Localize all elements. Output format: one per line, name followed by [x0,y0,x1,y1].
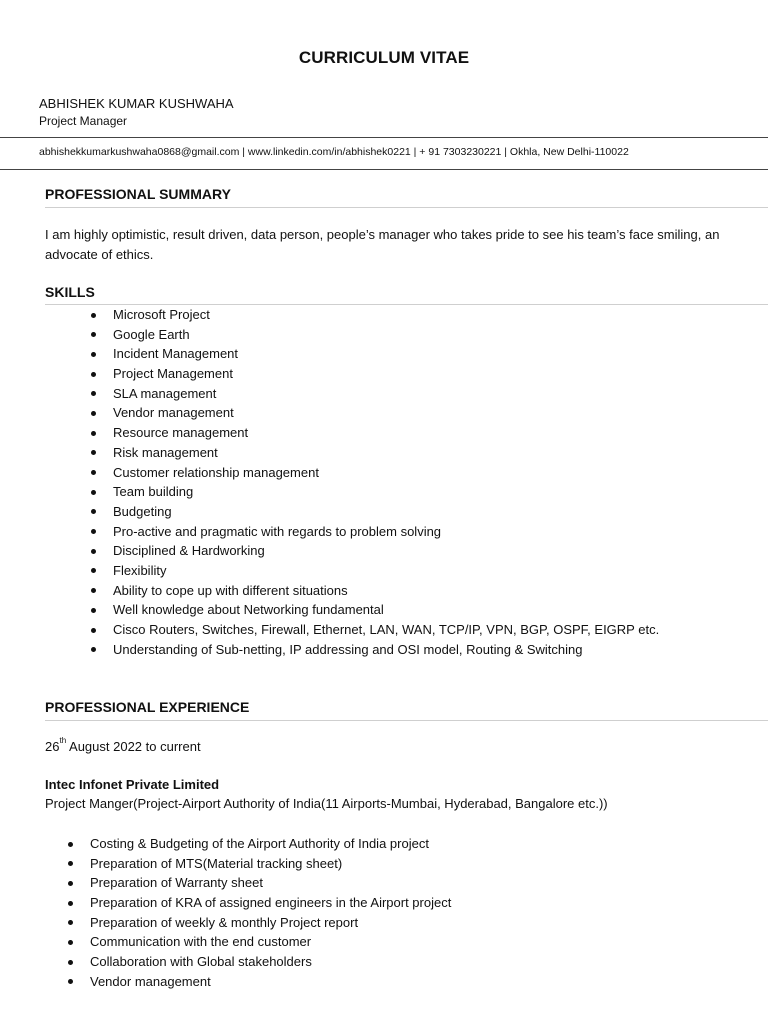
skill-item: Customer relationship management [113,463,659,483]
skill-item: Cisco Routers, Switches, Firewall, Ethernet, LAN, WAN, TCP/IP, VPN, BGP, OSPF, EIGRP etc. [113,620,659,640]
skill-item: Budgeting [113,502,659,522]
period-day-suffix: th [59,736,67,745]
candidate-name: ABHISHEK KUMAR KUSHWAHA [39,96,234,111]
contact-top-rule [0,137,768,138]
contact-bottom-rule [0,169,768,170]
skill-item: Pro-active and pragmatic with regards to problem solving [113,522,659,542]
skills-list [113,305,659,659]
summary-heading-rule [45,207,768,208]
summary-text: I am highly optimistic, result driven, data person, people’s manager who takes pride to see his team’s face smiling, an advocate of ethics. [45,227,720,262]
duty-item: Preparation of weekly & monthly Project report [90,913,451,933]
duty-item: Communication with the end customer [90,932,451,952]
duty-item: Vendor management [90,972,451,992]
experience-heading-rule [45,720,768,721]
skill-item: Flexibility [113,561,659,581]
duty-item: Preparation of KRA of assigned engineers in the Airport project [90,893,451,913]
period-rest: August 2022 to current [66,739,201,754]
period-day: 26 [45,739,60,754]
duty-item: Preparation of Warranty sheet [90,873,451,893]
skill-item: Incident Management [113,344,659,364]
duty-item: Costing & Budgeting of the Airport Authority of India project [90,834,451,854]
duties-list [90,834,451,992]
company-name: Intec Infonet Private Limited [45,777,220,792]
experience-heading: PROFESSIONAL EXPERIENCE [45,699,250,715]
skill-item: Risk management [113,443,659,463]
document-title: CURRICULUM VITAE [298,48,470,67]
summary-heading: PROFESSIONAL SUMMARY [45,186,231,202]
skill-item: Microsoft Project [113,305,659,325]
skill-item: Google Earth [113,325,659,345]
employment-period [45,736,201,754]
skill-item: Disciplined & Hardworking [113,541,659,561]
skills-heading: SKILLS [45,284,95,300]
candidate-role: Project Manager [39,114,128,128]
skill-item: Understanding of Sub-netting, IP addressing and OSI model, Routing & Switching [113,640,659,660]
skill-item: Ability to cope up with different situations [113,581,659,601]
skill-item: Resource management [113,423,659,443]
skill-item: SLA management [113,384,659,404]
duty-item: Collaboration with Global stakeholders [90,952,451,972]
skill-item: Vendor management [113,403,659,423]
position-title: Project Manger(Project-Airport Authority of India(11 Airports-Mumbai, Hyderabad, Bangalore etc.)) [45,796,608,811]
skill-item: Well knowledge about Networking fundamental [113,600,659,620]
duty-item: Preparation of MTS(Material tracking sheet) [90,854,451,874]
contact-line: abhishekkumarkushwaha0868@gmail.com | www.linkedin.com/in/abhishek0221 | + 91 7303230221 | Okhla, New Delhi-110022 [39,146,629,158]
skill-item: Team building [113,482,659,502]
skill-item: Project Management [113,364,659,384]
